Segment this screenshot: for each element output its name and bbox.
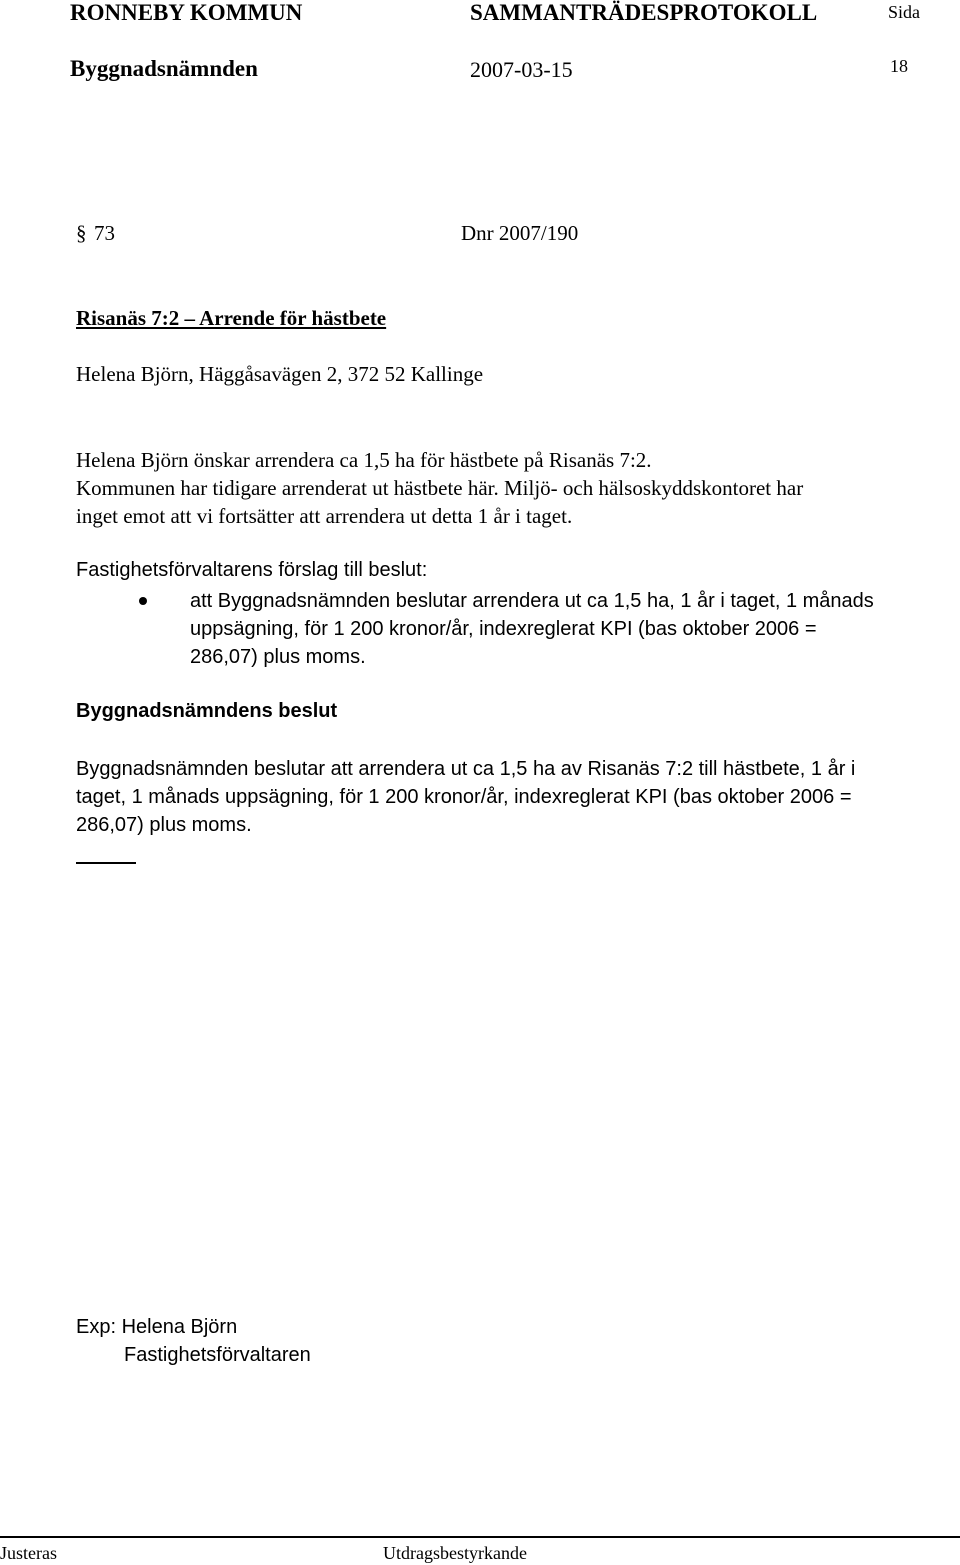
proposal-line: uppsägning, för 1 200 kronor/år, indexreglerat KPI (bas oktober 2006 = <box>190 618 817 640</box>
decision-line: taget, 1 månads uppsägning, för 1 200 kronor/år, indexreglerat KPI (bas oktober 2006 = <box>76 786 852 808</box>
description-block <box>76 446 803 530</box>
description-line: Kommunen har tidigare arrenderat ut hästbete här. Miljö- och hälsoskyddskontoret har <box>76 476 804 500</box>
decision-line: Byggnadsnämnden beslutar att arrendera ut ca 1,5 ha av Risanäs 7:2 till hästbete, 1 år i <box>76 758 856 780</box>
decision-heading: Byggnadsnämndens beslut <box>76 700 338 722</box>
case-title: Risanäs 7:2 – Arrende för hästbete <box>76 306 387 330</box>
page-label: Sida <box>888 2 921 22</box>
proposal-heading: Fastighetsförvaltarens förslag till beslut: <box>76 559 428 581</box>
decision-line: 286,07) plus moms. <box>76 814 252 836</box>
document-type: SAMMANTRÄDESPROTOKOLL <box>470 0 818 25</box>
footer-utdragsbestyrkande: Utdragsbestyrkande <box>383 1543 527 1563</box>
committee-name: Byggnadsnämnden <box>70 56 258 81</box>
proposal-line: 286,07) plus moms. <box>190 646 366 668</box>
page-number: 18 <box>890 56 908 76</box>
description-line: inget emot att vi fortsätter att arrendera ut detta 1 år i taget. <box>76 504 573 528</box>
applicant-address: Helena Björn, Häggåsavägen 2, 372 52 Kallinge <box>76 362 484 386</box>
bullet-icon <box>139 597 147 605</box>
section-symbol: § <box>76 221 87 245</box>
proposal-line: att Byggnadsnämnden beslutar arrendera ut ca 1,5 ha, 1 år i taget, 1 månads <box>190 590 874 612</box>
distribution-recipient-2: Fastighetsförvaltaren <box>124 1344 311 1366</box>
separator-rule <box>76 862 136 864</box>
footer-justeras: Justeras <box>0 1543 57 1563</box>
meeting-date: 2007-03-15 <box>470 57 573 82</box>
case-number: 73 <box>94 221 115 245</box>
distribution-recipient: Exp: Helena Björn <box>76 1316 238 1338</box>
decision-text <box>76 755 855 839</box>
proposal-bullet-text <box>190 587 874 671</box>
org-name: RONNEBY KOMMUN <box>70 0 303 25</box>
diary-number: Dnr 2007/190 <box>461 221 579 245</box>
footer-rule <box>0 1536 960 1538</box>
description-line: Helena Björn önskar arrendera ca 1,5 ha för hästbete på Risanäs 7:2. <box>76 448 652 472</box>
